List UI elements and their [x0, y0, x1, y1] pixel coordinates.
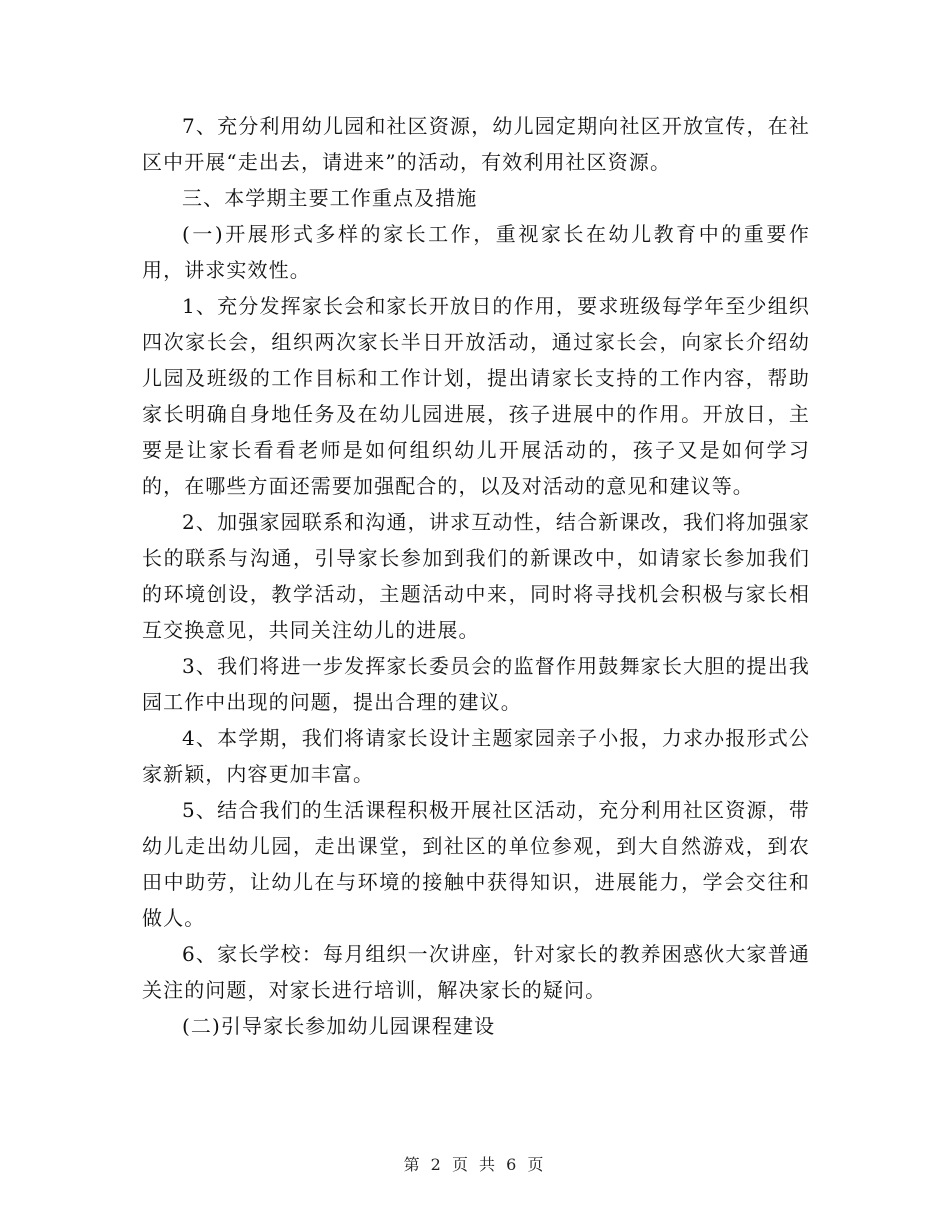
paragraph-measure-3: 3、我们将进一步发挥家长委员会的监督作用鼓舞家长大胆的提出我园工作中出现的问题，提出合理的建议。 [142, 654, 810, 714]
subsection-heading-2: (二)引导家长参加幼儿园课程建设 [182, 1014, 496, 1038]
paragraph-measure-2: 2、加强家园联系和沟通，讲求互动性，结合新课改，我们将加强家长的联系与沟通，引导家长参加到我们的新课改中，如请家长参加我们的环境创设，教学活动，主题活动中来，同时将寻找机会积极与家长相互交换意见，共同关注幼儿的进展。 [142, 510, 810, 642]
subsection-heading-1: (一)开展形式多样的家长工作，重视家长在幼儿教育中的重要作用，讲求实效性。 [142, 222, 810, 282]
section-heading-3: 三、本学期主要工作重点及措施 [182, 186, 478, 210]
paragraph-measure-1: 1、充分发挥家长会和家长开放日的作用，要求班级每学年至少组织四次家长会，组织两次家长半日开放活动，通过家长会，向家长介绍幼儿园及班级的工作目标和工作计划，提出请家长支持的工作内容，帮助家长明确自身地任务及在幼儿园进展，孩子进展中的作用。开放日，主要是让家长看看老师是如何组织幼儿开展活动的，孩子又是如何学习的，在哪些方面还需要加强配合的，以及对活动的意见和建议等。 [142, 294, 810, 498]
document-body [142, 108, 810, 1044]
page-number-footer: 第 2 页 共 6 页 [403, 1155, 547, 1174]
paragraph-measure-6: 6、家长学校：每月组织一次讲座，针对家长的教养困惑伙大家普通关注的问题，对家长进行培训，解决家长的疑问。 [142, 942, 810, 1002]
paragraph-item-7: 7、充分利用幼儿园和社区资源，幼儿园定期向社区开放宣传，在社区中开展“走出去，请进来”的活动，有效利用社区资源。 [142, 114, 810, 174]
paragraph-measure-5: 5、结合我们的生活课程积极开展社区活动，充分利用社区资源，带幼儿走出幼儿园，走出课堂，到社区的单位参观，到大自然游戏，到农田中助劳，让幼儿在与环境的接触中获得知识，进展能力，学会交往和做人。 [142, 798, 810, 930]
paragraph-measure-4: 4、本学期，我们将请家长设计主题家园亲子小报，力求办报形式公家新颖，内容更加丰富。 [142, 726, 810, 786]
